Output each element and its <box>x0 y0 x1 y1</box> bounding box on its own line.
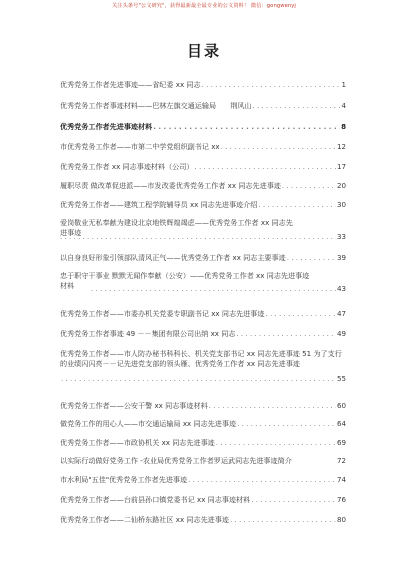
toc-page-number: 30 <box>336 200 346 209</box>
toc-entry[interactable] <box>60 142 346 152</box>
toc-entry[interactable] <box>60 419 346 429</box>
toc-entry[interactable] <box>60 218 346 241</box>
dot-leader <box>287 253 336 263</box>
toc-entry-title: 优秀党务工作者——市政协机关 xx 同志先进事迹 <box>60 438 215 447</box>
dot-leader <box>230 515 336 525</box>
toc-page-number: 49 <box>336 329 346 338</box>
toc-page-number: 17 <box>336 162 346 171</box>
dot-leader <box>236 329 336 339</box>
dot-leader <box>253 101 341 111</box>
toc-page-number: 39 <box>336 253 346 262</box>
toc-entry[interactable] <box>60 401 346 411</box>
toc-entry-title: 市优秀党务工作者——市第二中学党组织副书记 xx <box>60 142 220 151</box>
toc-page-number: 47 <box>336 309 346 318</box>
page-title: 目录 <box>186 42 221 60</box>
toc-entry[interactable] <box>60 475 346 485</box>
toc-entry-title: 优秀党务工作者先进事迹——省纪委 xx 同志 <box>60 80 201 89</box>
toc-page-number: 55 <box>336 374 346 383</box>
toc-entry-title: 爱岗敬业无私奉献为建设北京地铁辉煌竭虑——优秀党务工作者 xx 同志先进事迹 <box>60 218 293 237</box>
dot-leader <box>209 401 336 411</box>
toc-entry-title: 优秀党务工作者事迹 49 －－集团有限公司出纳 xx 同志 <box>60 329 236 338</box>
toc-page-number: 20 <box>336 181 346 190</box>
toc-entry-title: 以实际行动做好党务工作 -农业局优秀党务工作者罗运武同志先进事迹简介 <box>60 456 292 465</box>
toc-page-number: 43 <box>336 284 346 293</box>
dot-leader <box>61 374 336 384</box>
toc-page-number: 76 <box>336 495 346 504</box>
toc-entry[interactable] <box>60 80 346 90</box>
toc-entry[interactable] <box>60 329 346 339</box>
toc-entry-title: 优秀党务工作者——市委办机关党委专职副书记 xx 同志先进事迹 <box>60 309 265 318</box>
dot-leader <box>91 284 336 294</box>
dot-leader <box>251 495 336 505</box>
toc-entry-title: 优秀党务工作者——公安干警 xx 同志事迹材料 <box>60 401 208 410</box>
toc-page-number: 74 <box>336 475 346 484</box>
toc-entry[interactable] <box>60 162 346 172</box>
toc-entry[interactable] <box>60 349 346 383</box>
toc-entry[interactable] <box>60 495 346 505</box>
dot-leader <box>265 309 336 319</box>
toc-page-number: 72 <box>336 456 346 465</box>
toc-entry-title: 做党务工作的用心人——市交通运输局 xx 同志先进事迹 <box>60 419 237 428</box>
dot-leader <box>221 142 336 152</box>
dot-leader <box>258 200 336 210</box>
toc-entry-title: 以自身良好形象引领部队清风正气——优秀党务工作者 xx 同志主要事迹 <box>60 253 286 262</box>
toc-entry[interactable] <box>60 438 346 448</box>
toc-entry-title: 优秀党务工作者——建筑工程学院辅导员 xx 同志先进事迹介绍 <box>60 200 258 209</box>
toc-entry-title: 优秀党务工作者——二仙桥东路社区 xx 同志先进事迹 <box>60 515 229 524</box>
toc-entry-title: 优秀党务工作者 xx 同志事迹材料（公司） <box>60 162 194 171</box>
toc-entry-title: 优秀党务工作者——市人防办秘书科科长、机关党支部书记 xx 同志先进事迹 51 为了支行的业绩闪闪亮－－记先进党支部的领头雁、优秀党务工作者 xx 同志先进事迹 <box>60 349 342 368</box>
dot-leader <box>282 181 336 191</box>
dot-leader <box>216 438 336 448</box>
toc-page-number: 4 <box>341 101 346 110</box>
toc-entry[interactable] <box>60 200 346 210</box>
dot-leader <box>60 232 336 242</box>
top-banner: 关注头条号"公文研究"，获得最新最全最专业的公文资料！ 微信：gongwenyj <box>112 3 296 9</box>
toc-entry-title: 优秀党务工作者先进事迹材料 <box>60 122 153 131</box>
toc-entry-title: 优秀党务工作者事迹材料——巴林左旗交通运输局 荆风山 <box>60 101 252 110</box>
toc-page-number: 80 <box>336 515 346 524</box>
toc-entry-title: 履职尽责 做改革促进派——市发改委优秀党务工作者 xx 同志先进事迹 <box>60 181 281 190</box>
dot-leader <box>237 419 336 429</box>
toc-entry[interactable] <box>60 181 346 191</box>
toc-entry-title: 忠于职守干事业 默默无闻作奉献（公安）——优秀党务工作者 xx 同志先进事迹材料 <box>60 271 310 290</box>
toc-page-number: 64 <box>336 419 346 428</box>
toc-entry[interactable] <box>60 122 346 132</box>
toc-page-number: 1 <box>341 80 346 89</box>
toc-entry[interactable] <box>60 515 346 525</box>
toc-entry[interactable] <box>60 271 346 291</box>
dot-leader <box>195 162 336 172</box>
toc-entry-title: 市水利局"五佳"优秀党务工作者先进事迹 <box>60 475 188 484</box>
toc-entry[interactable] <box>60 309 346 319</box>
dot-leader <box>188 475 336 485</box>
toc-page-number: 69 <box>336 438 346 447</box>
toc-page-number: 33 <box>336 232 346 241</box>
toc-entry[interactable] <box>60 253 346 263</box>
toc-entry[interactable] <box>60 456 346 466</box>
toc-entry-title: 优秀党务工作者——台前县孙口镇党委书记 xx 同志事迹材料 <box>60 495 251 504</box>
toc-entry[interactable] <box>60 101 346 111</box>
dot-leader <box>202 80 341 90</box>
dot-leader <box>153 122 340 132</box>
toc-page-number: 12 <box>336 142 346 151</box>
toc-page-number: 60 <box>336 401 346 410</box>
toc-page-number: 8 <box>341 122 346 131</box>
